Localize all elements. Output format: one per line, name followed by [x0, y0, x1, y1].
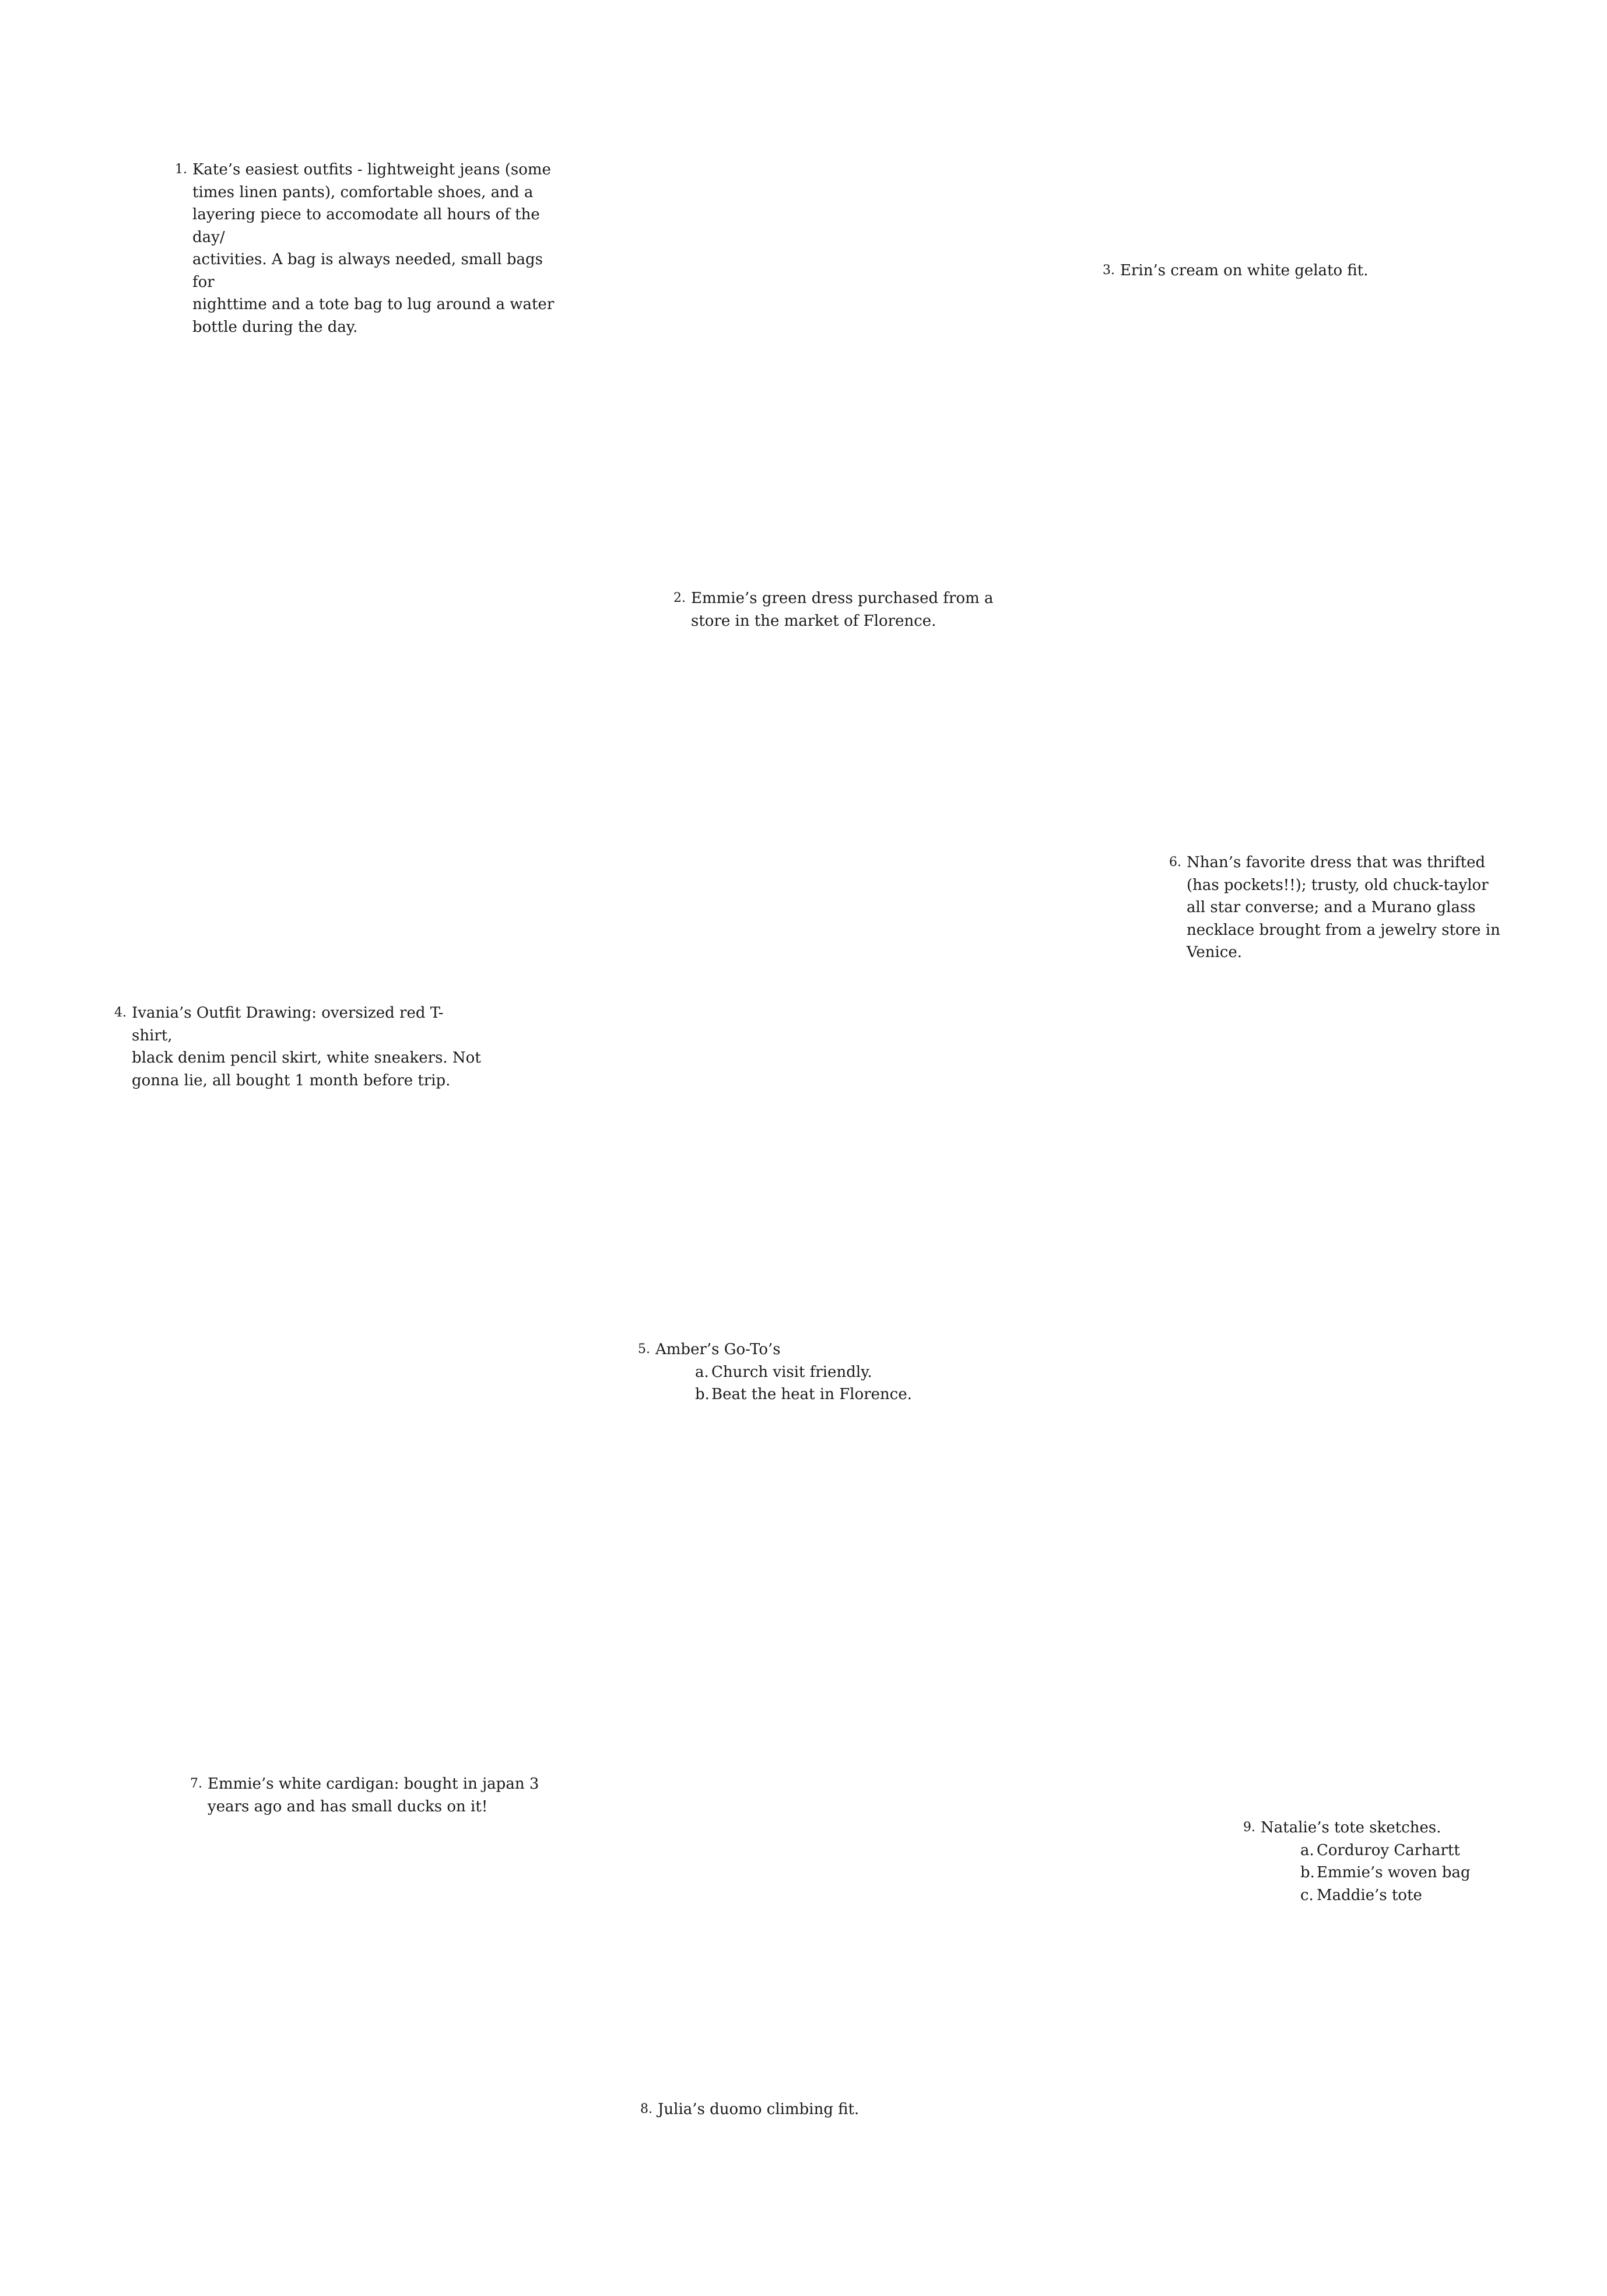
note-number: 7. [190, 1776, 202, 1791]
sub-list [695, 1361, 947, 1406]
note-line: layering piece to accomodate all hours of the day/ [192, 206, 540, 246]
note-number: 6. [1169, 855, 1181, 870]
note-line: Venice. [1187, 944, 1243, 961]
note-number: 9. [1243, 1820, 1255, 1835]
note-4 [114, 1002, 482, 1092]
note-line: Emmie’s green dress purchased from a [691, 590, 994, 607]
note-text [208, 1773, 546, 1818]
sub-item [1300, 1884, 1552, 1907]
note-3 [1103, 260, 1470, 282]
note-line: Emmie’s white cardigan: bought in japan 3 [208, 1775, 539, 1793]
sub-item [695, 1383, 947, 1406]
note-9 [1243, 1817, 1552, 1906]
note-number: 2. [673, 591, 686, 605]
sub-text: Emmie’s woven bag [1317, 1864, 1471, 1881]
note-line: Ivania’s Outfit Drawing: oversized red T-shirt, [132, 1004, 444, 1044]
note-line: Erin’s cream on white gelato fit. [1120, 262, 1369, 279]
note-number: 5. [638, 1342, 650, 1356]
note-line: bottle during the day. [192, 318, 358, 336]
note-text [658, 2098, 1008, 2121]
note-line: (has pockets!!); trusty, old chuck-taylor [1187, 876, 1489, 894]
note-6 [1169, 851, 1513, 964]
note-text [1187, 851, 1513, 964]
note-line: Kate’s easiest outfits - lightweight jeans (some [192, 161, 551, 178]
note-line: activities. A bag is always needed, small bags for [192, 251, 543, 291]
note-line: times linen pants), comfortable shoes, and a [192, 183, 534, 201]
sub-text: Beat the heat in Florence. [711, 1386, 913, 1403]
sub-list [1300, 1839, 1552, 1907]
note-line: all star converse; and a Murano glass [1187, 899, 1476, 916]
note-7 [190, 1773, 546, 1818]
note-text [691, 587, 994, 632]
note-text [655, 1338, 947, 1406]
note-line: store in the market of Florence. [691, 612, 936, 630]
note-2 [673, 587, 994, 632]
note-line: Julia’s duomo climbing fit. [658, 2101, 859, 2118]
note-1 [175, 159, 566, 338]
sub-letter: a. [1300, 1841, 1314, 1859]
sub-text: Church visit friendly. [711, 1363, 872, 1381]
sub-letter: c. [1300, 1886, 1314, 1904]
note-text [1120, 260, 1470, 282]
note-number: 4. [114, 1005, 127, 1020]
note-text [132, 1002, 482, 1092]
note-8 [640, 2098, 1008, 2121]
sub-item [695, 1361, 947, 1384]
note-number: 1. [175, 162, 187, 177]
sub-text: Corduroy Carhartt [1317, 1841, 1460, 1859]
note-number: 8. [640, 2102, 652, 2116]
note-number: 3. [1103, 263, 1115, 278]
sub-item [1300, 1839, 1552, 1862]
sub-letter: b. [695, 1386, 710, 1403]
note-line: gonna lie, all bought 1 month before trip. [132, 1071, 451, 1089]
note-line: necklace brought from a jewelry store in [1187, 921, 1500, 939]
note-title: Natalie’s tote sketches. [1261, 1819, 1441, 1836]
note-line: Nhan’s favorite dress that was thrifted [1187, 854, 1486, 871]
note-line: black denim pencil skirt, white sneakers. Not [132, 1049, 481, 1067]
note-line: years ago and has small ducks on it! [208, 1797, 488, 1815]
sub-text: Maddie’s tote [1317, 1886, 1422, 1904]
note-title: Amber’s Go-To’s [655, 1341, 781, 1358]
note-text [1261, 1817, 1552, 1906]
sub-letter: b. [1300, 1864, 1315, 1881]
sub-letter: a. [695, 1363, 709, 1381]
note-5 [638, 1338, 947, 1406]
note-text [192, 159, 566, 338]
sub-item [1300, 1862, 1552, 1884]
note-line: nighttime and a tote bag to lug around a water [192, 296, 555, 313]
